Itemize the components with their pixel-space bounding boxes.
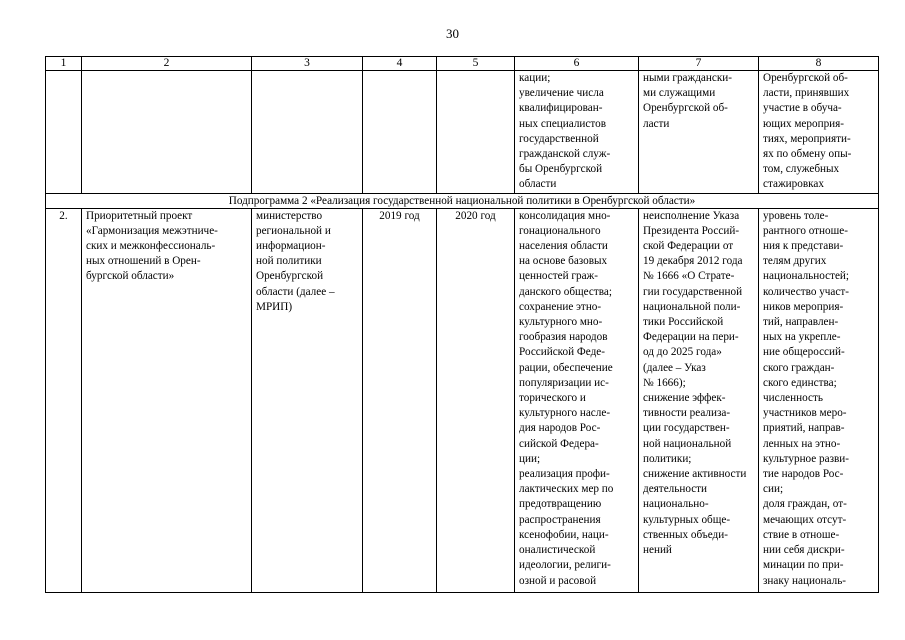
table-cell	[252, 71, 363, 194]
cell-text-line: Российской Феде-	[519, 346, 605, 359]
cell-text-line: приятий, направ-	[763, 422, 845, 435]
cell-text-line: тиях, мероприяти-	[763, 132, 851, 145]
page-number: 30	[446, 26, 459, 41]
cell-text-line: кации;	[519, 72, 551, 84]
cell-text-line: ксенофобии, наци-	[519, 528, 609, 541]
cell-text-line: популяризации ис-	[519, 376, 609, 389]
column-number: 5	[437, 57, 515, 71]
indicators-cell	[759, 208, 879, 592]
cell-text-line: том, служебных	[763, 163, 840, 176]
cell-text-line: гонационального	[519, 224, 601, 237]
cell-text-line: Оренбургской	[256, 270, 324, 283]
cell-text-line: неисполнение Указа	[643, 209, 740, 222]
cell-text-line: ной национальной	[643, 437, 732, 450]
cell-text-line: региональной и	[256, 224, 331, 237]
cell-text-line: ников мероприя-	[763, 300, 844, 313]
cell-text-line: ние общероссий-	[763, 346, 845, 359]
cell-text-line: рантного отноше-	[763, 224, 848, 237]
cell-text-line: ных специалистов	[519, 117, 607, 130]
cell-text-line: Оренбургской об-	[763, 72, 848, 84]
cell-text-line: ях по обмену опы-	[763, 148, 852, 161]
cell-text-line: сии;	[763, 483, 784, 496]
cell-text-line: ственных объеди-	[643, 528, 728, 541]
cell-text-line: уровень толе-	[763, 209, 829, 222]
cell-text-line: министерство	[256, 209, 323, 222]
measures-table	[45, 56, 879, 593]
cell-text-line: тий, направлен-	[763, 316, 839, 329]
cell-text-line: национальной поли-	[643, 300, 741, 313]
cell-text-line: ского граждан-	[763, 361, 835, 374]
cell-text-line: ми служащими	[643, 87, 716, 100]
cell-text-line: дия народов Рос-	[519, 422, 601, 435]
cell-text-line: ласти	[643, 117, 670, 130]
risks-cell	[639, 208, 759, 592]
cell-text-line: консолидация мно-	[519, 209, 611, 222]
cell-text-line: нии себя дискри-	[763, 544, 845, 557]
cell-text-line: торического и	[519, 392, 586, 405]
cell-text-line: политики;	[643, 452, 692, 465]
cell-text-line: идеологии, религи-	[519, 559, 611, 572]
table-cell	[46, 71, 82, 194]
cell-text-line: ценностей граж-	[519, 270, 599, 283]
cell-text-line: количество участ-	[763, 285, 849, 298]
cell-text-line: стажировках	[763, 178, 824, 191]
cell-text-line: гообразия народов	[519, 331, 608, 344]
cell-text-line: тики Российской	[643, 316, 724, 329]
expected-results-cell	[515, 208, 639, 592]
cell-text-line: ющих мероприя-	[763, 117, 845, 130]
cell-text-line: государственной	[519, 132, 599, 145]
cell-text-line: национально-	[643, 498, 709, 511]
expected-results-cell	[515, 71, 639, 194]
cell-text-line: № 1666 «О Страте-	[643, 270, 735, 283]
cell-text-line: телям других	[763, 255, 827, 268]
column-number: 1	[46, 57, 82, 71]
cell-text-line: участие в обуча-	[763, 102, 842, 115]
column-number: 4	[363, 57, 437, 71]
cell-text-line: ной политики	[256, 255, 322, 268]
executor-cell	[252, 208, 363, 592]
cell-text-line: культурное разви-	[763, 452, 850, 465]
column-number-row	[46, 57, 879, 71]
row-number: 2.	[46, 208, 82, 592]
cell-text-line: снижение эффек-	[643, 392, 726, 405]
indicators-cell	[759, 71, 879, 194]
cell-text-line: оналистической	[519, 544, 596, 557]
cell-text-line: од до 2025 года»	[643, 346, 722, 359]
cell-text-line: населения области	[519, 240, 608, 253]
cell-text-line: мечающих отсут-	[763, 513, 847, 526]
cell-text-line: Приоритетный проект	[86, 209, 193, 222]
cell-text-line: доля граждан, от-	[763, 498, 847, 511]
cell-text-line: участников меро-	[763, 407, 847, 420]
cell-text-line: сийской Федера-	[519, 437, 599, 450]
column-number: 7	[639, 57, 759, 71]
cell-text-line: «Гармонизация межэтниче-	[86, 224, 218, 237]
cell-text-line: гражданской служ-	[519, 148, 611, 161]
risks-cell	[639, 71, 759, 194]
cell-text-line: области (далее –	[256, 285, 335, 298]
cell-text-line: снижение активности	[643, 468, 747, 481]
column-number: 6	[515, 57, 639, 71]
cell-text-line: культурных обще-	[643, 513, 731, 526]
cell-text-line: нений	[643, 544, 672, 557]
cell-text-line: национальностей;	[763, 270, 850, 283]
cell-text-line: лактических мер по	[519, 483, 614, 496]
project-name-cell	[82, 208, 252, 592]
table-row	[46, 208, 879, 592]
cell-text-line: (далее – Указ	[643, 361, 706, 374]
cell-text-line: знаку националь-	[763, 574, 847, 587]
cell-text-line: предотвращению	[519, 498, 602, 511]
column-number: 2	[82, 57, 252, 71]
end-year: 2020 год	[437, 208, 515, 592]
continuation-row	[46, 71, 879, 194]
cell-text-line: квалифицирован-	[519, 102, 603, 115]
cell-text-line: рации, обеспечение	[519, 361, 613, 374]
subprogram-title: Подпрограмма 2 «Реализация государственной национальной политики в Оренбургской области»	[46, 193, 879, 208]
cell-text-line: области	[519, 178, 557, 191]
cell-text-line: ствие в отноше-	[763, 528, 840, 541]
column-number: 3	[252, 57, 363, 71]
cell-text-line: на основе базовых	[519, 255, 608, 268]
cell-text-line: 19 декабря 2012 года	[643, 255, 743, 268]
cell-text-line: ласти, принявших	[763, 87, 850, 100]
column-number: 8	[759, 57, 879, 71]
cell-text-line: ных на укрепле-	[763, 331, 841, 344]
cell-text-line: бургской области»	[86, 270, 175, 283]
cell-text-line: минации по при-	[763, 559, 844, 572]
table-cell	[437, 71, 515, 194]
cell-text-line: ленных на этно-	[763, 437, 841, 450]
cell-text-line: увеличение числа	[519, 87, 604, 100]
subprogram-row	[46, 193, 879, 208]
cell-text-line: ных отношений в Орен-	[86, 255, 201, 268]
cell-text-line: тие народов Рос-	[763, 468, 844, 481]
cell-text-line: деятельности	[643, 483, 708, 496]
cell-text-line: распространения	[519, 513, 601, 526]
cell-text-line: Президента Россий-	[643, 224, 740, 237]
cell-text-line: реализация профи-	[519, 468, 610, 481]
table-cell	[82, 71, 252, 194]
cell-text-line: гии государственной	[643, 285, 743, 298]
cell-text-line: ских и межконфессиональ-	[86, 240, 216, 253]
cell-text-line: ния к представи-	[763, 240, 844, 253]
cell-text-line: ского единства;	[763, 376, 837, 389]
cell-text-line: озной и расовой	[519, 574, 597, 587]
cell-text-line: № 1666);	[643, 376, 686, 389]
cell-text-line: ции;	[519, 452, 541, 465]
cell-text-line: Федерации на пери-	[643, 331, 739, 344]
cell-text-line: численность	[763, 392, 823, 405]
cell-text-line: ции государствен-	[643, 422, 730, 435]
cell-text-line: МРИП)	[256, 300, 293, 313]
cell-text-line: культурного мно-	[519, 316, 603, 329]
cell-text-line: культурного насле-	[519, 407, 611, 420]
table-cell	[363, 71, 437, 194]
cell-text-line: бы Оренбургской	[519, 163, 603, 176]
cell-text-line: информацион-	[256, 240, 326, 253]
cell-text-line: ской Федерации от	[643, 240, 734, 253]
cell-text-line: Оренбургской об-	[643, 102, 728, 115]
cell-text-line: данского общества;	[519, 285, 612, 298]
cell-text-line: ными граждански-	[643, 72, 733, 84]
cell-text-line: тивности реализа-	[643, 407, 731, 420]
start-year: 2019 год	[363, 208, 437, 592]
cell-text-line: сохранение этно-	[519, 300, 602, 313]
